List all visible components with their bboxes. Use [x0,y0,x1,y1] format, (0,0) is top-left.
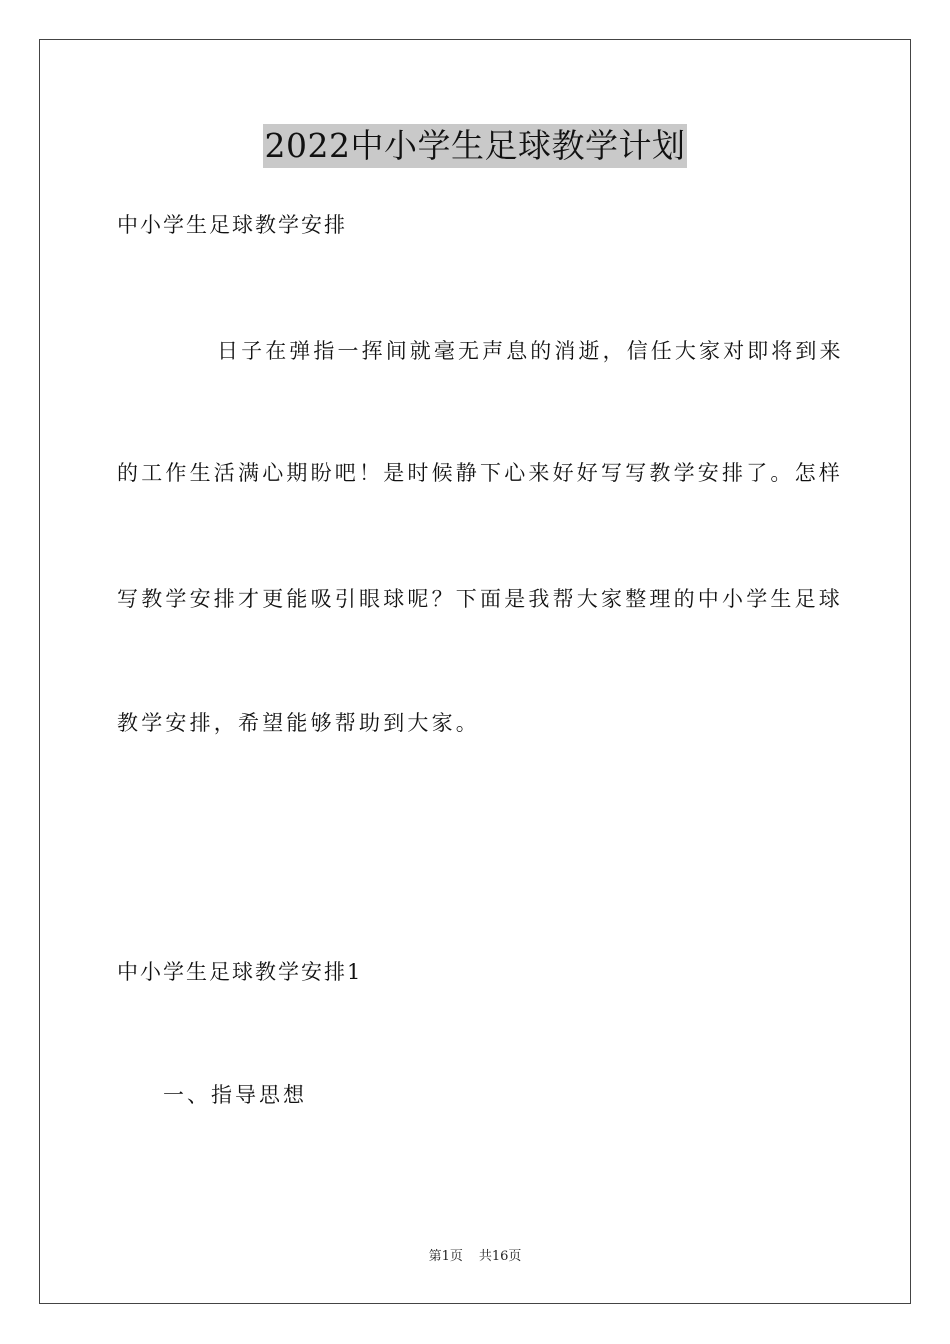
document-title: 2022中小学生足球教学计划 [263,124,688,168]
paragraph-line-1: 日子在弹指一挥间就毫无声息的消逝，信任大家对即将到来 [217,339,844,363]
paragraph-line-2: 的工作生活满心期盼吧！是时候静下心来好好写写教学安排了。怎样 [117,461,843,485]
title-container [0,124,950,168]
page-footer [0,1248,950,1266]
total-pages: 共16页 [478,1249,522,1264]
page-number: 第1页 [428,1249,463,1264]
paragraph-line-3: 写教学安排才更能吸引眼球呢？下面是我帮大家整理的中小学生足球 [117,587,843,611]
paragraph-line-4: 教学安排，希望能够帮助到大家。 [117,711,480,735]
subsection-heading: 一、指导思想 [163,1083,307,1107]
section-heading: 中小学生足球教学安排1 [117,960,363,984]
document-subtitle: 中小学生足球教学安排 [117,213,347,237]
